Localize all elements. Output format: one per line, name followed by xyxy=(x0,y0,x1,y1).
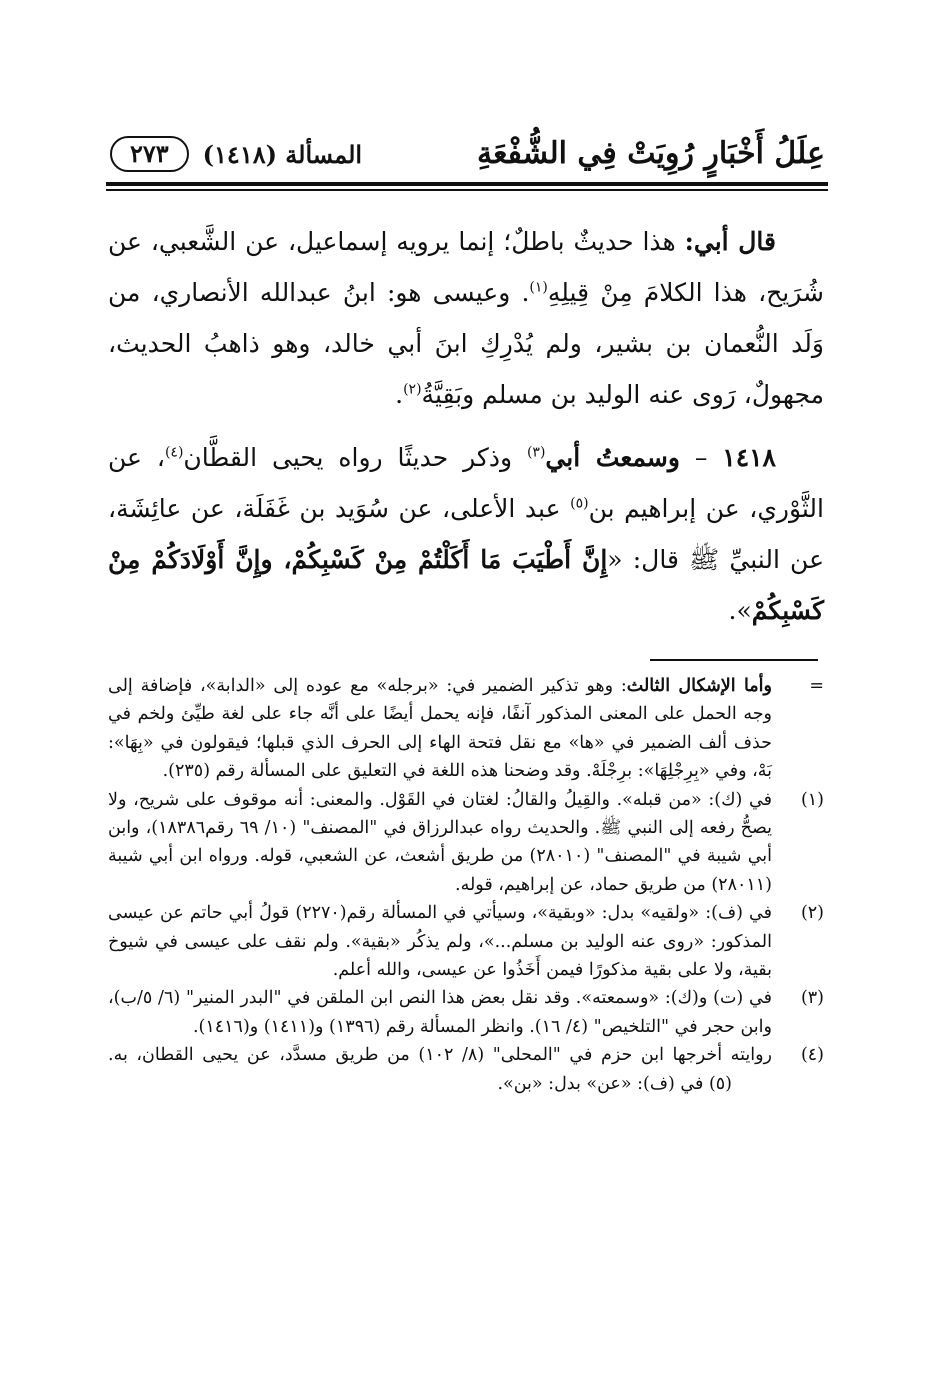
footnote-2 xyxy=(108,899,824,984)
issue-label: المسألة (١٤١٨) xyxy=(202,139,363,169)
footnote-ref: (٢) xyxy=(403,381,422,398)
header-issue-group xyxy=(110,136,362,172)
footnote-marker: (٢) xyxy=(800,903,824,924)
text-segment: . xyxy=(395,380,404,409)
text-segment: . وعيسى هو: ابنُ عبدالله الأنصاري، من وَلَد النُّعمان بن بشير، ولم يُدْرِكِ ابنَ أبي خالد، وهو ذاهبُ الحديث، مجهولٌ، رَوى عنه الوليد بن مسلم وبَقِيَّةُ xyxy=(108,278,824,409)
footnote-4 xyxy=(108,1041,824,1098)
footnote-ref: (٣) xyxy=(526,444,546,461)
footnote-separator xyxy=(650,659,818,661)
footnote-marker: (٣) xyxy=(800,988,824,1009)
text-segment: هذا حديثٌ باطلٌ؛ إنما يرويه إسماعيل، عن الشَّعبي، عن شُرَيح، هذا الكلامَ مِنْ قِيلِهِ xyxy=(108,227,824,307)
footnote-marker: (١) xyxy=(800,789,824,810)
footnote-ref: (٥) xyxy=(570,495,589,512)
footnote-continued xyxy=(108,672,824,786)
main-text xyxy=(108,216,824,642)
footnote-text: في (ف): «ولقيه» بدل: «وبقية»، وسيأتي في المسألة رقم(٢٢٧٠) قولُ أبي حاتم عن عيسى المذكور: «روى عنه الوليد بن مسلم...»، ولم يذكُر «بقية». ولم نقف على عيسى في شيوخ بقية، ولا على بقية مذكورًا فيمن أَخَذُوا عن عيسى، والله أعلم. xyxy=(108,903,772,981)
footnote-text: روايته أخرجها ابن حزم في "المحلى" (٨/ ١٠٢) من طريق مسدَّد، عن يحيى القطان، به. xyxy=(108,1045,772,1066)
footnote-ref: (٤) xyxy=(164,444,184,461)
paragraph-1 xyxy=(108,216,824,420)
footnote-bold: وأما الإشكال الثالث xyxy=(626,676,772,696)
speaker-label: وسمعتُ أبي xyxy=(545,443,680,472)
footnote-ref: (١) xyxy=(529,279,548,296)
text-segment: وذكر حديثًا رواه يحيى القطَّان xyxy=(183,443,527,472)
paragraph-1418: ١٤١٨ – وسمعتُ أبي$^{(٣)}$ وذكر حديثًا رواه يحيى القطَّان$^{(٤)}$، عن الثَّوْري، عن إبراهيم بن$^{(٥)}$ عبد الأعلى، عن سُوَيد بن غَفَلَة، عن عائِشَة، عن النبيِّ ﷺ قال: «إِنَّ أَطْيَبَ مَا أَكَلْتُمْ مِنْ كَسْبِكُمْ، وإِنَّ أَوْلَادَكُمْ مِنْ كَسْبِكُمْ». xyxy=(108,443,825,625)
book-title: عِلَلُ أَخْبَارٍ رُوِيَتْ فِي الشُّفْعَةِ xyxy=(477,136,825,171)
text-segment: ، عن الثَّوْري، عن إبراهيم بن xyxy=(108,443,824,523)
header-rule-thin xyxy=(106,189,828,191)
hadith-text: إِنَّ أَطْيَبَ مَا أَكَلْتُمْ مِنْ كَسْبِكُمْ، وإِنَّ أَوْلَادَكُمْ مِنْ كَسْبِكُمْ xyxy=(108,545,824,625)
footnote-marker: (٥) xyxy=(708,1073,732,1094)
footnote-text: في (ك): «من قبله». والقِيلُ والقالُ: لغتان في القَوْل. والمعنى: أنه موقوف على شريح، ولا يصحُّ رفعه إلى النبي ﷺ. والحديث رواه عبدالرزاق في "المصنف" (١٠/ ٦٩ رقم١٨٣٨٦)، وابن أبي شيبة في "المصنف" (٢٨٠١٠) من طريق أشعث، عن الشعبي، قوله. ورواه ابن أبي شيبة (٢٨٠١١) من طريق حماد، عن إبراهيم، قوله. xyxy=(108,789,773,895)
text-segment: عبد الأعلى، عن سُوَيد بن غَفَلَة، عن عائِشَة، عن النبيِّ ﷺ قال: « xyxy=(108,494,825,574)
footnote-marker: = xyxy=(809,676,824,696)
text-segment: ». xyxy=(728,596,752,625)
footnote-text: : وهو تذكير الضمير في: «برجله» مع عوده إلى «الدابة»، فإضافة إلى وجه الحمل على المعنى المذكور آنفًا، فإنه يحمل أيضًا على أنَّه جاء على لغة طيِّئ ولخم في حذف ألف الضمير في «ها» مع نقل فتحة الهاء إلى الحرف الذي قبلها؛ فيقولون في «بِهَا»: بَهْ، وفي «بِرِجْلِهَا»: برِجْلَهْ. وقد وضحنا هذه اللغة في التعليق على المسألة رقم (٢٣٥). xyxy=(108,676,772,782)
speaker-label: قال أبي: xyxy=(684,227,776,256)
issue-number: ١٤١٨ xyxy=(722,443,776,472)
header-rule-thick xyxy=(106,182,828,186)
running-header xyxy=(110,130,825,178)
footnote-5 xyxy=(497,1074,732,1094)
footnote-3 xyxy=(108,984,824,1041)
page-number: ٢٧٣ xyxy=(110,136,189,172)
footnote-marker: (٤) xyxy=(800,1045,824,1066)
footnote-text: في (ت) و(ك): «وسمعته». وقد نقل بعض هذا النص ابن الملقن في "البدر المنير" (٦/ ٥/ب)، وابن حجر في "التلخيص" (٤/ ١٦). وانظر المسألة رقم (١٣٩٦) و(١٤١١) و(١٤١٦). xyxy=(108,988,772,1037)
footnote-text: في (ف): «عن» بدل: «بن». xyxy=(497,1073,704,1094)
footnotes xyxy=(108,672,824,1098)
footnote-1 xyxy=(108,786,824,900)
